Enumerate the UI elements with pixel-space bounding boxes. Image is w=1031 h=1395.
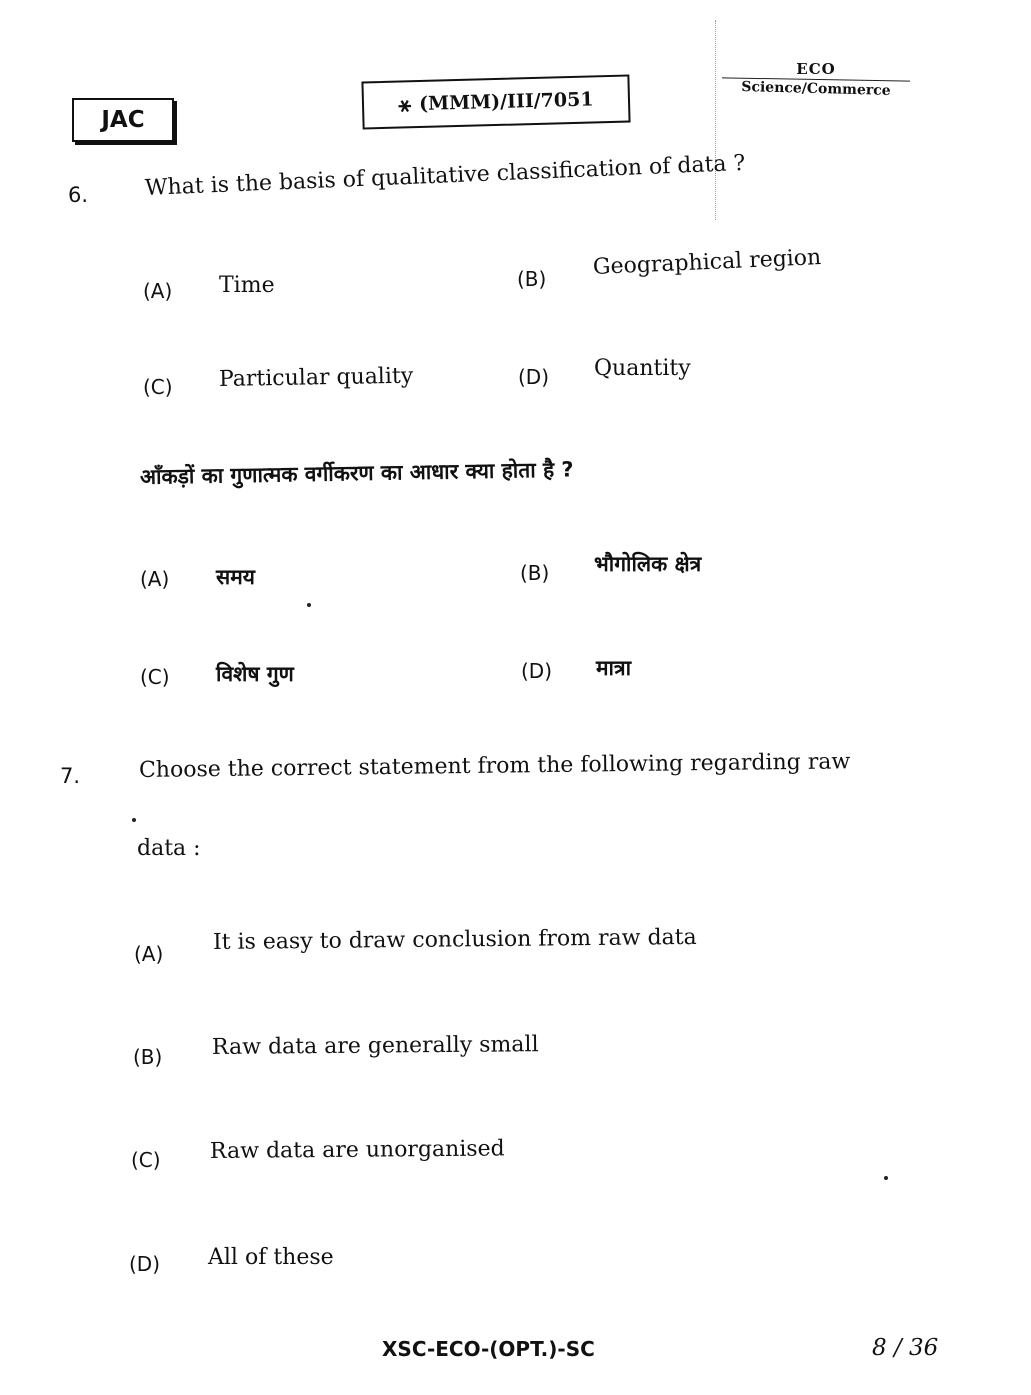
asterisk-icon: ⚹ xyxy=(398,91,412,117)
page-number: 8 / 36 xyxy=(872,1335,939,1361)
question-text-hindi: आँकड़ों का गुणात्मक वर्गीकरण का आधार क्या होता है ? xyxy=(139,457,574,489)
option-text: It is easy to draw conclusion from raw data xyxy=(212,924,697,955)
option-letter: (C) xyxy=(143,375,173,399)
option-letter: (D) xyxy=(129,1252,161,1276)
option-text: Raw data are generally small xyxy=(211,1032,539,1060)
scan-speck xyxy=(307,603,311,607)
option-letter: (B) xyxy=(133,1045,163,1069)
option-text: Time xyxy=(219,273,275,298)
option-text-hindi: समय xyxy=(216,565,255,589)
question-text-continued: data : xyxy=(137,836,201,861)
option-letter: (A) xyxy=(143,279,173,303)
question-text: What is the basis of qualitative classification of data ? xyxy=(144,150,746,201)
option-text-hindi: विशेष गुण xyxy=(216,662,294,686)
option-text: Particular quality xyxy=(218,363,414,392)
option-text-hindi: मात्रा xyxy=(596,656,632,680)
paper-code: (MMM)/III/7051 xyxy=(418,88,594,116)
scan-artifact-line xyxy=(715,20,716,220)
option-letter: (B) xyxy=(520,561,550,585)
option-text-hindi: भौगोलिक क्षेत्र xyxy=(594,552,702,576)
option-text: Quantity xyxy=(594,356,691,381)
option-letter: (C) xyxy=(131,1148,161,1172)
option-letter: (C) xyxy=(140,665,170,689)
stream-label: Science/Commerce xyxy=(741,79,891,99)
paper-code-box xyxy=(361,75,630,130)
subject-block xyxy=(716,60,916,97)
option-letter: (B) xyxy=(517,267,547,291)
option-letter: (D) xyxy=(521,659,553,683)
option-letter: (D) xyxy=(518,365,550,389)
option-text: Raw data are unorganised xyxy=(209,1136,505,1164)
option-letter: (A) xyxy=(140,567,170,591)
question-text: Choose the correct statement from the following regarding raw xyxy=(138,749,851,783)
question-number: 7. xyxy=(60,764,81,788)
subject-title: ECO xyxy=(796,60,836,78)
option-text: Geographical region xyxy=(592,245,822,280)
option-letter: (A) xyxy=(134,942,164,966)
option-text: All of these xyxy=(208,1245,334,1270)
board-text: JAC xyxy=(101,107,145,133)
scan-speck xyxy=(884,1176,888,1180)
scan-speck xyxy=(132,818,136,822)
footer-code: XSC-ECO-(OPT.)-SC xyxy=(382,1337,595,1361)
board-label xyxy=(72,98,174,142)
question-number: 6. xyxy=(68,183,89,207)
